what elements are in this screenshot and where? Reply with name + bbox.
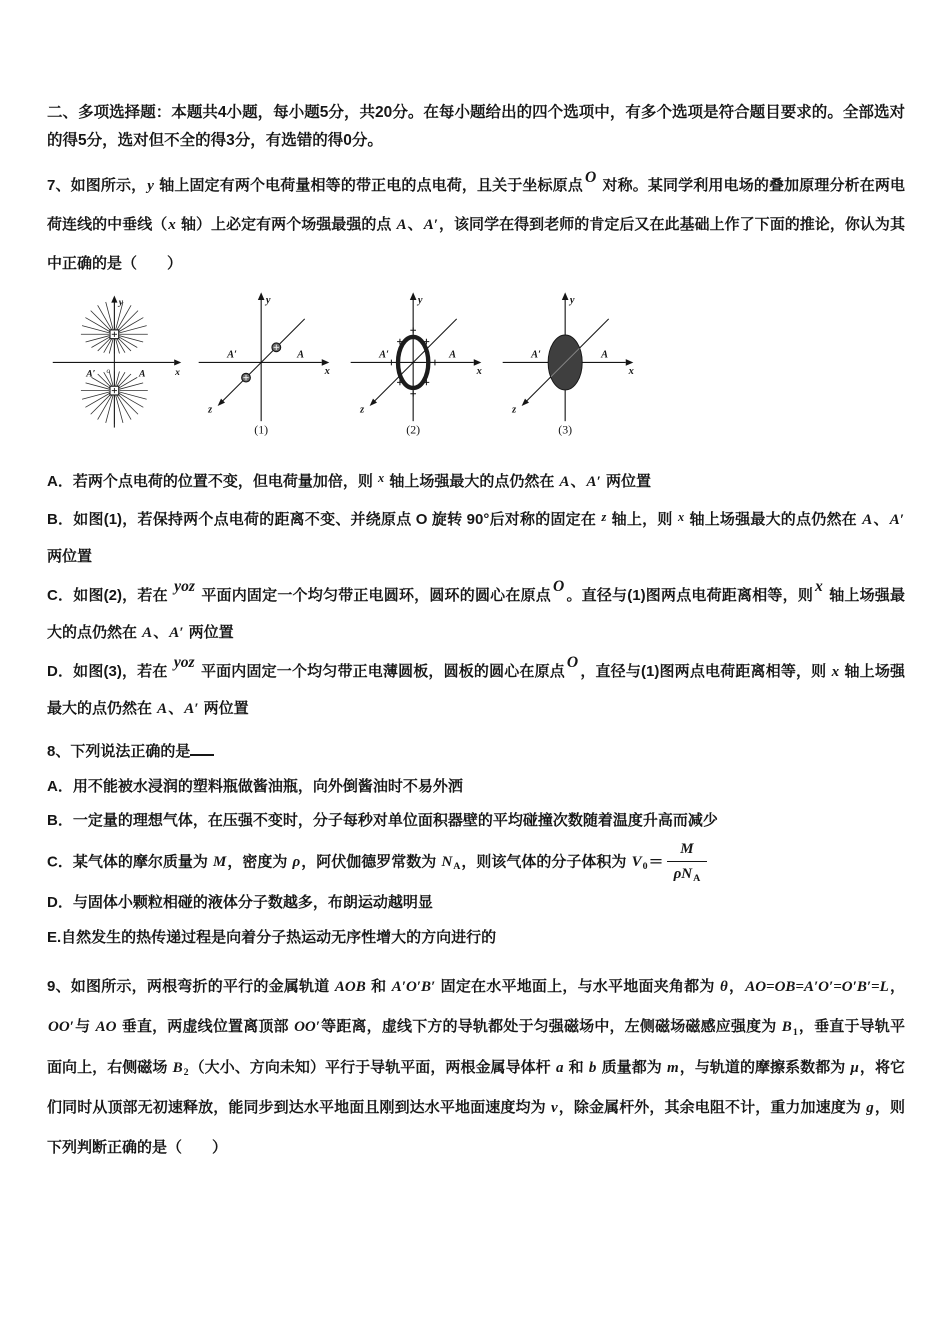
point-label-a: A xyxy=(139,368,146,380)
text-segment: ，将它们同时从顶部无初速释放，能同步到达水平地面且刚到达水平地面速度均为 xyxy=(47,1058,905,1117)
text-segment: 两位置 xyxy=(199,699,249,717)
text-segment: m xyxy=(667,1059,679,1076)
text-segment: y xyxy=(147,178,154,195)
text-segment: O xyxy=(584,168,597,186)
text-segment: 、 xyxy=(407,216,423,234)
section-header: 二、多项选择题：本题共4小题，每小题5分，共20分。在每小题给出的四个选项中，有多个选项是符合题目要求的。全部选对的得5分，选对但不全的得3分，有选错的得0分。 xyxy=(47,104,905,149)
y-axis-arrow-icon xyxy=(410,293,417,301)
text-segment: yoz xyxy=(174,578,195,596)
text-segment: 质量都为 xyxy=(597,1058,667,1076)
text-segment: z xyxy=(601,509,607,524)
text-segment: O xyxy=(552,578,565,596)
question-7-option-d xyxy=(47,653,905,727)
text-segment: ρ xyxy=(292,854,301,871)
text-segment: 轴）上必定有两个场强最强的点 xyxy=(176,216,396,234)
text-segment: ，阿伏伽德罗常数为 xyxy=(301,853,441,871)
y-axis-arrow-icon xyxy=(562,293,569,301)
text-segment: 7、如图所示， xyxy=(47,177,147,195)
point-label-a-prime: A′ xyxy=(86,368,96,380)
text-segment: 等距离，虚线下方的导轨都处于匀强磁场中，左侧磁场磁感应强度为 xyxy=(320,1018,781,1036)
question-8-option-a xyxy=(47,770,905,805)
text-segment: 2 xyxy=(183,1066,189,1078)
text-segment: 两位置 xyxy=(184,623,234,641)
text-segment: 轴上固定有两个电荷量相等的带正电的点电荷，且关于坐标原点 xyxy=(154,177,583,195)
text-segment: μ xyxy=(850,1059,859,1076)
axis-label-z: z xyxy=(512,404,517,416)
text-segment: （大小、方向未知）平行于导轨平面，两根金属导体杆 xyxy=(189,1058,555,1076)
text-segment: A．用不能被水浸润的塑料瓶做酱油瓶，向外倒酱油时不易外洒 xyxy=(47,777,463,795)
axis-label-y: y xyxy=(118,297,124,309)
text-segment: θ xyxy=(719,979,728,996)
text-segment: B．一定量的理想气体，在压强不变时，分子每秒对单位面积器壁的平均碰撞次数随着温度升高而减少 xyxy=(47,812,718,830)
question-8-option-e xyxy=(47,921,905,956)
fraction xyxy=(667,839,708,887)
question-7-option-b xyxy=(47,502,905,575)
point-label-a: A xyxy=(601,349,609,361)
text-segment: AO xyxy=(95,1019,117,1036)
text-segment: 垂直，两虚线位置离顶部 xyxy=(117,1018,294,1036)
text-segment: C．如图(2)，若在 xyxy=(47,587,173,605)
text-segment: C．某气体的摩尔质量为 xyxy=(47,853,213,871)
text-segment: A′O′B′ xyxy=(391,979,436,996)
text-segment: 平面内固定一个均匀带正电圆环，圆环的圆心在原点 xyxy=(196,587,551,605)
axis-label-x: x xyxy=(476,365,482,377)
question-7-option-c xyxy=(47,577,905,651)
question-8-option-c xyxy=(47,839,905,887)
text-segment: A′ xyxy=(423,217,438,234)
text-segment: 8、下列说法正确的是 xyxy=(47,743,191,761)
text-segment: M xyxy=(680,840,694,857)
axis-label-x: x xyxy=(324,365,330,377)
point-label-a: A xyxy=(297,349,305,361)
text-segment: D．如图(3)，若在 xyxy=(47,663,172,681)
text-segment: ，则该气体的分子体积为 xyxy=(461,853,631,871)
text-segment: ，密度为 xyxy=(227,853,292,871)
text-segment: 轴上场强最大的点仍然在 xyxy=(685,511,862,529)
text-segment: B．如图(1)，若保持两个点电荷的距离不变、并绕原点 O 旋转 90°后对称的固定在 xyxy=(47,511,601,529)
text-segment: yoz xyxy=(173,654,195,672)
positive-charge-icon xyxy=(110,330,119,339)
text-segment: 轴上场强最大的点仍然在 xyxy=(385,473,559,491)
text-segment: M xyxy=(213,854,227,871)
text-segment: A xyxy=(396,217,407,234)
text-segment: a xyxy=(555,1059,564,1076)
axis-label-z: z xyxy=(360,404,365,416)
axis-label-y: y xyxy=(569,294,575,306)
text-segment: B xyxy=(781,1019,792,1036)
text-segment: ， xyxy=(728,978,745,996)
point-label-a-prime: A′ xyxy=(227,349,237,361)
text-segment: 、 xyxy=(153,623,169,641)
positive-charge-icon xyxy=(110,386,119,395)
y-axis-arrow-icon xyxy=(258,293,265,301)
text-segment: A xyxy=(559,474,570,491)
text-segment: A xyxy=(157,700,168,717)
text-segment: A xyxy=(142,624,153,641)
text-segment: 轴上场强最大的点仍然在 xyxy=(47,587,906,641)
text-segment: 1 xyxy=(792,1026,798,1038)
point-label-a-prime: A′ xyxy=(379,349,389,361)
figure-1 xyxy=(193,286,335,438)
text-segment: ρN xyxy=(673,866,693,883)
text-segment: 轴上场强最大的点仍然在 xyxy=(47,663,906,717)
text-segment: b xyxy=(588,1059,597,1076)
text-segment: x xyxy=(831,664,840,681)
question-8-option-b xyxy=(47,804,905,839)
text-segment: N xyxy=(441,854,453,871)
text-segment: 和 xyxy=(564,1058,588,1076)
y-axis-arrow-icon xyxy=(111,296,117,303)
figure-3 xyxy=(497,286,639,438)
text-segment: ，该同学在得到老师的肯定后又在此基础上作了下面的推论，你认为其中正确的是（ ） xyxy=(47,216,905,272)
text-segment: A xyxy=(862,512,873,529)
text-segment: 两位置 xyxy=(47,547,93,565)
text-segment: A．若两个点电荷的位置不变，但电荷量加倍，则 xyxy=(47,473,378,491)
positive-charge-icon xyxy=(272,343,281,352)
text-segment: A′ xyxy=(169,624,184,641)
text-segment: x xyxy=(815,578,823,596)
axis-label-x: x xyxy=(628,365,634,377)
text-segment: A xyxy=(453,861,461,873)
text-segment: 和 xyxy=(366,978,391,996)
x-axis-arrow-icon xyxy=(626,359,634,366)
figure-caption: (3) xyxy=(558,422,573,437)
text-segment: A′ xyxy=(889,512,904,529)
text-segment: ， xyxy=(889,978,905,996)
figure-caption: (2) xyxy=(406,422,421,437)
text-segment: 与 xyxy=(74,1018,95,1036)
axis-label-z: z xyxy=(208,404,213,416)
origin-label: o xyxy=(106,367,110,376)
x-axis-arrow-icon xyxy=(474,359,482,366)
text-segment: 对称。某同学利用电场的叠加原理分析在两电荷连线的中垂线（ xyxy=(47,177,906,234)
x-axis-arrow-icon xyxy=(322,359,330,366)
text-segment: g xyxy=(866,1100,874,1117)
text-segment: ，除金属杆外，其余电阻不计，重力加速度为 xyxy=(558,1099,866,1117)
text-segment: A xyxy=(693,873,701,885)
text-segment: ，则下列判断正确的是（ ） xyxy=(47,1099,905,1157)
question-8 xyxy=(47,735,905,955)
text-segment: AO=OB=A′O′=O′B′=L xyxy=(745,979,889,996)
text-segment: OO′ xyxy=(48,1019,74,1036)
text-segment: x xyxy=(378,471,385,486)
text-segment: OO′ xyxy=(294,1019,320,1036)
text-segment: v xyxy=(550,1100,558,1117)
text-segment: 两位置 xyxy=(601,473,651,491)
question-8-option-d xyxy=(47,886,905,921)
question-7-stem xyxy=(47,167,905,282)
text-segment: 固定在水平地面上，与水平地面夹角都为 xyxy=(436,978,719,996)
text-segment: O xyxy=(566,654,579,672)
text-segment: E.自然发生的热传递过程是向着分子热运动无序性增大的方向进行的 xyxy=(47,928,497,946)
text-segment: A′ xyxy=(184,700,199,717)
text-segment: 9、如图所示，两根弯折的平行的金属轨道 xyxy=(47,978,334,996)
text-segment xyxy=(190,739,214,756)
figure-field-lines xyxy=(51,286,183,438)
text-segment: 。直径与(1)图两点电荷距离相等，则 xyxy=(566,587,814,605)
text-segment: x xyxy=(168,217,176,234)
question-7-figures xyxy=(51,286,905,438)
text-segment: B xyxy=(172,1059,183,1076)
text-segment: A′ xyxy=(586,474,601,491)
axis-label-y: y xyxy=(417,294,423,306)
text-segment: D．与固体小颗粒相碰的液体分子数越多，布朗运动越明显 xyxy=(47,894,433,912)
text-segment: 、 xyxy=(570,473,586,491)
figure-2 xyxy=(345,286,487,438)
z-axis xyxy=(372,319,457,404)
text-segment: ，与轨道的摩擦系数都为 xyxy=(679,1058,850,1076)
text-segment: AOB xyxy=(334,979,366,996)
text-segment: 、 xyxy=(873,511,889,529)
question-9-stem xyxy=(47,967,905,1167)
text-segment: V xyxy=(631,854,642,871)
axis-label-x: x xyxy=(175,366,180,378)
point-label-a: A xyxy=(449,349,457,361)
text-segment: ，垂直于导轨平面向上，右侧磁场 xyxy=(47,1018,905,1076)
figure-caption: (1) xyxy=(254,422,269,437)
text-segment: 轴上，则 xyxy=(607,511,677,529)
text-segment: 平面内固定一个均匀带正电薄圆板，圆板的圆心在原点 xyxy=(196,663,565,681)
text-segment: 、 xyxy=(168,699,184,717)
text-segment: 0 xyxy=(642,861,648,873)
axis-label-y: y xyxy=(265,294,271,306)
z-axis xyxy=(220,319,305,404)
text-segment: x xyxy=(677,509,685,524)
positive-charge-icon xyxy=(242,373,251,382)
text-segment: ＝ xyxy=(648,853,664,871)
question-7-option-a xyxy=(47,464,905,500)
point-label-a-prime: A′ xyxy=(531,349,541,361)
question-8-stem xyxy=(47,735,905,770)
x-axis-arrow-icon xyxy=(174,360,181,366)
text-segment: ，直径与(1)图两点电荷距离相等，则 xyxy=(580,663,831,681)
